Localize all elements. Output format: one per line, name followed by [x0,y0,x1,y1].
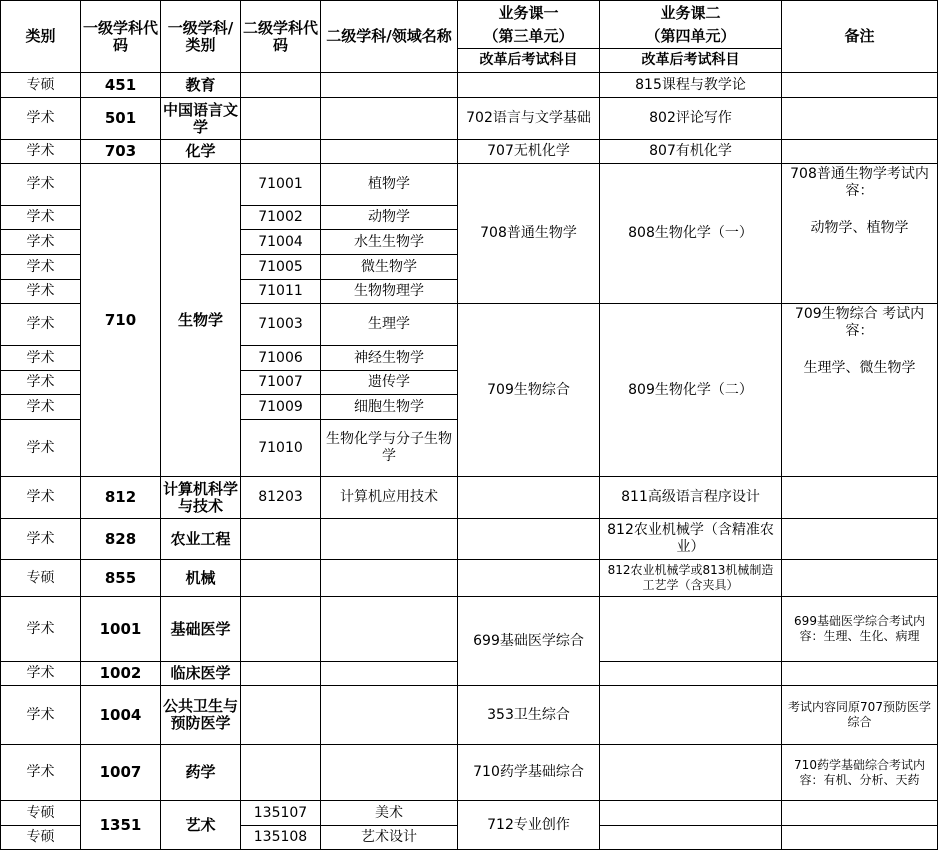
course2-cell: 812农业机械学（含精准农业） [600,519,782,560]
l2-name-cell [321,98,458,140]
remark-cell [782,662,938,686]
l2-name-cell: 计算机应用技术 [321,477,458,519]
table-row [1,73,938,98]
course2-cell: 809生物化学（二） [600,304,782,477]
category-cell: 学术 [1,280,81,304]
l1-code-cell: 710 [81,164,161,477]
category-cell: 学术 [1,477,81,519]
l2-name-cell: 遗传学 [321,371,458,395]
course1-cell: 699基础医学综合 [458,597,600,686]
remark-cell [782,73,938,98]
table-row [1,477,938,519]
l2-code-cell: 71011 [241,280,321,304]
table-row [1,140,938,164]
header-course2-subject: 改革后考试科目 [600,49,782,73]
l1-code-cell: 1351 [81,801,161,850]
l2-code-cell [241,73,321,98]
course1-cell [458,560,600,597]
l2-name-cell [321,597,458,662]
category-cell: 学术 [1,98,81,140]
category-cell: 学术 [1,371,81,395]
l2-code-cell [241,745,321,801]
category-cell: 学术 [1,346,81,371]
course1-cell [458,477,600,519]
category-cell: 学术 [1,140,81,164]
course2-cell [600,745,782,801]
l2-name-cell [321,686,458,745]
category-cell: 学术 [1,420,81,477]
l2-name-cell [321,560,458,597]
header-l2-name: 二级学科/领域名称 [321,1,458,73]
l2-name-cell [321,519,458,560]
header-l1-code: 一级学科代码 [81,1,161,73]
category-cell: 学术 [1,519,81,560]
remark-cell: 699基础医学综合考试内容：生理、生化、病理 [782,597,938,662]
l2-name-cell: 生物化学与分子生物学 [321,420,458,477]
table-row [1,98,938,140]
course1-cell: 710药学基础综合 [458,745,600,801]
category-cell: 学术 [1,395,81,420]
course2-cell [600,826,782,850]
l2-name-cell: 水生生物学 [321,230,458,255]
l2-code-cell: 71003 [241,304,321,346]
category-cell: 学术 [1,230,81,255]
course1-cell: 707无机化学 [458,140,600,164]
l1-code-cell: 1001 [81,597,161,662]
course2-cell [600,801,782,826]
l2-code-cell: 71001 [241,164,321,206]
header-course1-subject: 改革后考试科目 [458,49,600,73]
remark-cell: 考试内容同原707预防医学综合 [782,686,938,745]
l1-name-cell: 机械 [161,560,241,597]
course2-cell: 815课程与教学论 [600,73,782,98]
l2-name-cell: 微生物学 [321,255,458,280]
l2-code-cell: 71010 [241,420,321,477]
course1-cell [458,519,600,560]
l2-name-cell: 艺术设计 [321,826,458,850]
course2-cell: 802评论写作 [600,98,782,140]
l2-code-cell [241,98,321,140]
l1-name-cell: 公共卫生与预防医学 [161,686,241,745]
category-cell: 学术 [1,745,81,801]
header-course1-title: 业务课一 [458,1,600,26]
remark-body: 生理学、微生物学 [803,360,916,376]
l2-code-cell: 71006 [241,346,321,371]
remark-cell [782,164,938,304]
l2-name-cell: 动物学 [321,206,458,230]
l2-name-cell: 神经生物学 [321,346,458,371]
l1-name-cell: 艺术 [161,801,241,850]
table-row [1,686,938,745]
table-row [1,560,938,597]
l2-code-cell: 71005 [241,255,321,280]
l1-name-cell: 化学 [161,140,241,164]
l2-code-cell [241,686,321,745]
header-l1-name: 一级学科/类别 [161,1,241,73]
l1-name-cell: 中国语言文学 [161,98,241,140]
l1-code-cell: 501 [81,98,161,140]
category-cell: 学术 [1,686,81,745]
course1-cell: 709生物综合 [458,304,600,477]
course1-cell [458,73,600,98]
table-row [1,801,938,826]
l1-name-cell: 农业工程 [161,519,241,560]
category-cell: 专硕 [1,73,81,98]
l2-name-cell: 植物学 [321,164,458,206]
l1-code-cell: 812 [81,477,161,519]
remark-cell [782,304,938,477]
l2-code-cell: 71002 [241,206,321,230]
remark-head: 709生物综合 考试内容： [794,306,925,339]
l2-code-cell: 71004 [241,230,321,255]
l2-code-cell: 71007 [241,371,321,395]
header-category: 类别 [1,1,81,73]
l1-name-cell: 教育 [161,73,241,98]
remark-cell [782,477,938,519]
remark-body: 动物学、植物学 [810,220,909,236]
l1-name-cell: 药学 [161,745,241,801]
l2-name-cell: 细胞生物学 [321,395,458,420]
category-cell: 学术 [1,206,81,230]
header-course2-unit: （第四单元） [600,26,782,49]
header-l2-code: 二级学科代码 [241,1,321,73]
l2-name-cell [321,140,458,164]
remark-head: 708普通生物学考试内容： [790,166,929,199]
table-row [1,745,938,801]
course1-cell: 712专业创作 [458,801,600,850]
l2-code-cell: 135108 [241,826,321,850]
remark-cell [782,140,938,164]
l1-code-cell: 1004 [81,686,161,745]
course2-cell: 812农业机械学或813机械制造工艺学（含夹具） [600,560,782,597]
remark-cell [782,560,938,597]
l2-code-cell: 71009 [241,395,321,420]
table-row [1,164,938,206]
l2-name-cell: 生理学 [321,304,458,346]
l1-name-cell: 基础医学 [161,597,241,662]
l2-code-cell [241,140,321,164]
l2-name-cell: 生物物理学 [321,280,458,304]
remark-cell [782,519,938,560]
header-remark: 备注 [782,1,938,73]
course1-cell: 353卫生综合 [458,686,600,745]
l2-name-cell: 美术 [321,801,458,826]
l2-code-cell: 135107 [241,801,321,826]
category-cell: 学术 [1,304,81,346]
l1-code-cell: 703 [81,140,161,164]
l1-code-cell: 451 [81,73,161,98]
l1-name-cell: 计算机科学与技术 [161,477,241,519]
l1-code-cell: 828 [81,519,161,560]
remark-cell [782,98,938,140]
table-row [1,519,938,560]
course2-cell: 808生物化学（一） [600,164,782,304]
course1-cell: 702语言与文学基础 [458,98,600,140]
category-cell: 学术 [1,597,81,662]
l1-code-cell: 1007 [81,745,161,801]
l2-code-cell [241,560,321,597]
course2-cell: 811高级语言程序设计 [600,477,782,519]
l1-name-cell: 生物学 [161,164,241,477]
l2-code-cell [241,597,321,662]
remark-cell: 710药学基础综合考试内容：有机、分析、天药 [782,745,938,801]
header-course1-unit: （第三单元） [458,26,600,49]
l2-name-cell [321,662,458,686]
l2-name-cell [321,73,458,98]
course2-cell [600,662,782,686]
course2-cell [600,686,782,745]
course2-cell [600,597,782,662]
header-course2-title: 业务课二 [600,1,782,26]
category-cell: 专硕 [1,560,81,597]
l1-name-cell: 临床医学 [161,662,241,686]
category-cell: 学术 [1,662,81,686]
category-cell: 学术 [1,164,81,206]
l1-code-cell: 855 [81,560,161,597]
course2-cell: 807有机化学 [600,140,782,164]
l2-code-cell [241,662,321,686]
l2-code-cell: 81203 [241,477,321,519]
remark-cell [782,826,938,850]
course1-cell: 708普通生物学 [458,164,600,304]
l2-code-cell [241,519,321,560]
remark-cell [782,801,938,826]
table-row [1,597,938,662]
category-cell: 专硕 [1,801,81,826]
category-cell: 学术 [1,255,81,280]
category-cell: 专硕 [1,826,81,850]
l2-name-cell [321,745,458,801]
l1-code-cell: 1002 [81,662,161,686]
